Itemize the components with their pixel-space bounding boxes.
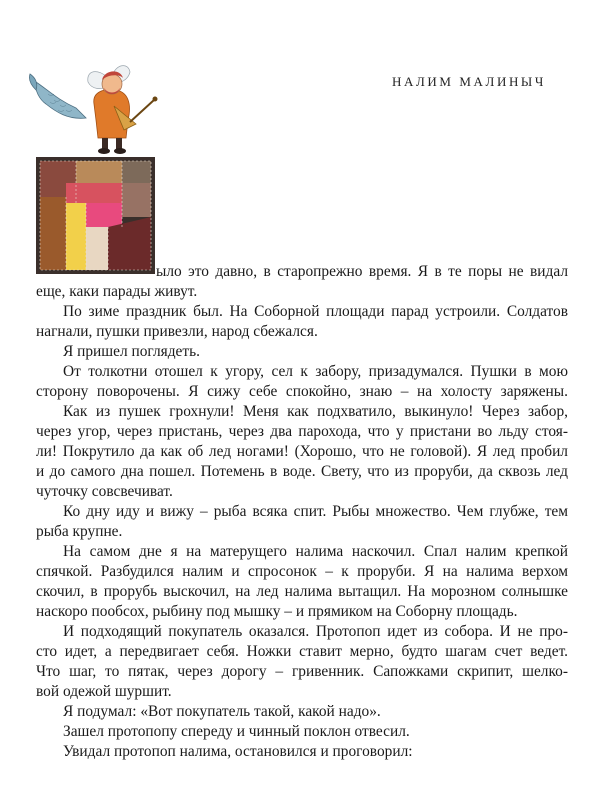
text-line: На самом дне я на матерущего налима наскочил. Спал налим крепкой [63, 543, 568, 560]
text-line: Я подумал: «Вот покупатель такой, какой надо». [63, 703, 381, 720]
text-line: вой одежой шуршит. [36, 683, 172, 700]
text-line: и до самого дна пошел. Потемень в воде. Свету, что из проруби, да сквозь лед [36, 463, 568, 480]
text-line: Как из пушек грохнули! Меня как подхватило, выкинуло! Через забор, [63, 403, 568, 420]
text-line: И подходящий покупатель оказался. Протопоп идет из собора. И не про- [63, 623, 568, 640]
text-line: чуточку совсвечиват. [36, 483, 173, 500]
text-line: От толкотни отошел к угору, сел к забору, призадумался. Пушки в мою [63, 363, 568, 380]
text-line: Зашел протопопу спереду и чинный поклон отвесил. [63, 723, 410, 740]
text-line: По зиме праздник был. На Соборной площади парад устроили. Солдатов [63, 303, 568, 320]
text-line: скочил, в прорубь выскочил, на лед налима вытащил. На морозном солнышке [36, 583, 568, 600]
text-line: нагнали, пушки привезли, народ сбежался. [36, 323, 318, 340]
text-line: ли! Покрутило да как об лед ногами! (Хорошо, что не головой). Я лед пробил [36, 443, 568, 460]
text-line: через угор, через пристань, через два парохода, что у пристани во льду стоя- [36, 423, 568, 440]
text-line: рыба крупне. [36, 523, 123, 540]
text-line: сто идет, а передвигает себя. Ножки ставит мерно, будто шагам счет ведет. [36, 643, 568, 660]
text-line: Ко дну иду и вижу – рыба всяка спит. Рыбы множество. Чем глубже, тем [63, 503, 568, 520]
text-line: Я пришел поглядеть. [63, 343, 200, 360]
text-line: Что шаг, то пятак, через дорогу – гривенник. Сапожками скрипит, шелко- [36, 663, 568, 680]
text-line: спячкой. Разбудился налим и спросонок – к проруби. Я на налима верхом [36, 563, 568, 580]
text-line: Увидал протопоп налима, остановился и проговорил: [63, 743, 413, 760]
text-line: сторону поворочены. Я сижу себе спокойно, знаю – на холосту заряжены. [36, 383, 568, 400]
drop-cap-letter-block [36, 157, 155, 274]
running-title: НАЛИМ МАЛИНЫЧ [392, 74, 546, 89]
text-line: наскоро пообсох, рыбину под мышку – и прямиком на Соборну площадь. [36, 603, 518, 620]
text-line: еще, каки парады живут. [36, 283, 198, 300]
illustration-fisher-with-balalaika [28, 60, 170, 160]
text-line: ыло это давно, в старопрежно время. Я в те поры не видал [156, 263, 568, 280]
